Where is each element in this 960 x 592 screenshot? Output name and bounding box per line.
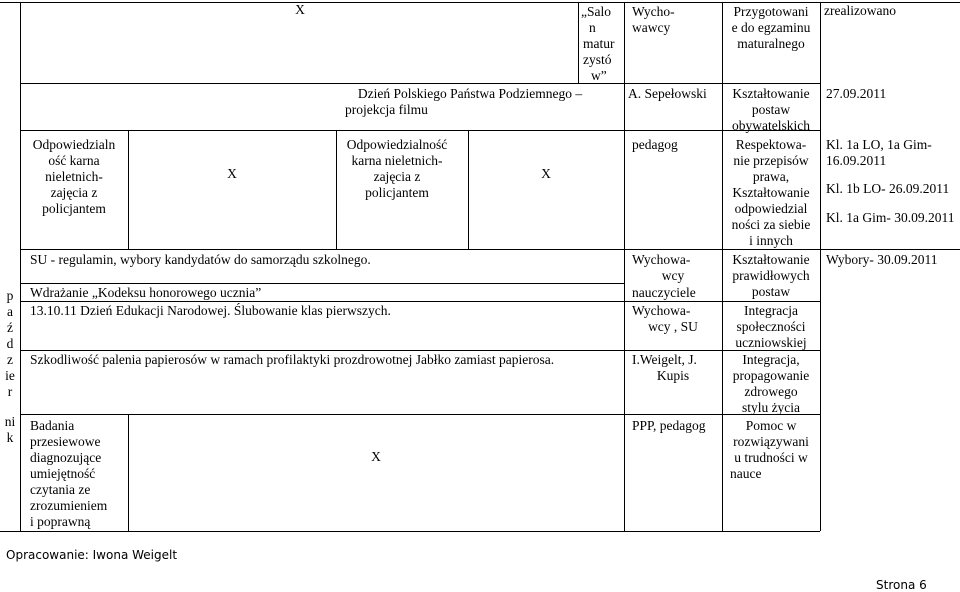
table-line [0, 2, 960, 3]
table-line [20, 350, 820, 351]
cell-text-line: „Salo [581, 4, 611, 19]
cell-text-line: uczniowskiej [735, 335, 807, 350]
cell-text-line: postaw [751, 102, 791, 117]
cell-text-line: obywatelskich [732, 118, 810, 133]
table-line [128, 414, 129, 531]
side-label-letter: a [7, 304, 13, 319]
kodeks-who: nauczyciele [632, 285, 696, 300]
footer-author: Opracowanie: Iwona Weigelt [6, 548, 178, 562]
cell-text-line: Pomoc w [745, 418, 797, 433]
cell-text-line: Odpowiedzialn [32, 137, 116, 152]
cell-text-line: zajęcia z [50, 185, 98, 200]
cell-text-line: matur [583, 36, 615, 51]
cell-text-line: postaw [751, 284, 791, 299]
cell-text-line: Kształtowanie [732, 252, 810, 267]
cell-text-line: wcy [661, 268, 685, 283]
papierosy-event: Szkodliwość palenia papierosów w ramach profilaktyki prozdrowotnej Jabłko zamiast papierosa. [30, 352, 555, 367]
table-line [20, 414, 820, 415]
cell-text-line: Wychowa- [632, 252, 691, 267]
cell-text-line: wawcy [632, 20, 671, 35]
side-label-letter: r [7, 384, 13, 399]
cell-text-line: diagnozujące [30, 450, 102, 465]
cell-text-line: I.Weigelt, J. [632, 352, 697, 367]
table-line [20, 249, 820, 250]
cell-text-line: Integracja, [742, 352, 800, 367]
cell-text-line: zrozumieniem [30, 498, 108, 513]
side-label-letter: z [7, 352, 13, 367]
cell-text-line: umiejętność [30, 466, 96, 481]
odpowiedzialnosc-who: pedagog [632, 137, 678, 152]
cell-text-line: Odpowiedzialność [346, 137, 448, 152]
cell-text-line: nie przepisów [733, 153, 809, 168]
cell-text-line: 16.09.2011 [826, 153, 887, 168]
side-label-letter: d [6, 336, 14, 351]
cell-text-line: w” [591, 68, 607, 83]
cell-text-line: Kl. 1a LO, 1a Gim- [826, 137, 932, 152]
cell-text-line: karna nieletnich- [351, 153, 443, 168]
table-line [820, 249, 960, 250]
table-line [468, 130, 469, 249]
cell-text-line: Przygotowani [733, 4, 809, 19]
side-label-letter: ie [5, 368, 15, 383]
header-x-mark: X [295, 2, 305, 17]
table-line [20, 2, 21, 531]
cell-text-line: przesiewowe [30, 434, 101, 449]
cell-text-line: Kształtowanie [732, 86, 810, 101]
cell-text-line: rozwiązywani [733, 434, 809, 449]
cell-text-line: Respektowa- [735, 137, 807, 152]
badania-who: PPP, pedagog [632, 418, 706, 433]
kodeks-event: Wdrażanie „Kodeksu honorowego ucznia” [30, 285, 262, 300]
cell-text-line: maturalnego [737, 36, 805, 51]
cell-text-line: Integracja [744, 303, 798, 318]
cell-text-line: wcy , SU [648, 319, 698, 334]
cell-text-line: Kl. 1a Gim- 30.09.2011 [826, 210, 955, 225]
table-line [20, 283, 624, 284]
cell-text-line: policjantem [42, 201, 106, 216]
cell-text-line: policjantem [365, 185, 429, 200]
table-line [820, 2, 821, 531]
badania-x-mark: X [371, 449, 381, 464]
table-line [624, 2, 625, 531]
cell-text-line: ności za siebie [731, 217, 811, 232]
cell-text-line: propagowanie [732, 368, 810, 383]
cell-text-line: n [589, 20, 596, 35]
odpowiedzialnosc-x-mark: X [227, 166, 237, 181]
dzien-polskiego-date: 27.09.2011 [826, 86, 887, 101]
cell-text-line: projekcja filmu [345, 102, 428, 117]
cell-text-line: Wychowa- [632, 303, 691, 318]
footer-page-number: Strona 6 [876, 578, 927, 592]
su-date: Wybory- 30.09.2011 [826, 252, 938, 267]
cell-text-line: zdrowego [744, 384, 798, 399]
cell-text-line: u trudności w [734, 450, 808, 465]
cell-text-line: stylu życia [741, 400, 801, 415]
cell-text-line: Badania [30, 418, 75, 433]
table-line [128, 130, 129, 249]
su-event: SU - regulamin, wybory kandydatów do samorządu szkolnego. [30, 252, 371, 267]
cell-text-line: Kupis [656, 368, 690, 383]
side-label-letter: p [6, 288, 14, 303]
side-label-letter: k [6, 430, 14, 445]
cell-text-line: prawa, [752, 169, 790, 184]
cell-text-line: nauce [730, 466, 762, 481]
cell-text-line: ość karna [48, 153, 100, 168]
table-line [578, 2, 579, 83]
cell-text-line: Dzień Polskiego Państwa Podziemnego – [357, 86, 583, 101]
side-label-letter: ź [7, 320, 13, 335]
cell-text-line: Kl. 1b LO- 26.09.2011 [826, 181, 950, 196]
cell-text-line: prawidłowych [732, 268, 810, 283]
cell-text-line: e do egzaminu [731, 20, 811, 35]
cell-text-line: Wycho- [632, 4, 675, 19]
edukacja-event: 13.10.11 Dzień Edukacji Narodowej. Ślubowanie klas pierwszych. [30, 303, 391, 318]
table-line [20, 130, 624, 131]
cell-text-line: zystó [583, 52, 612, 67]
cell-text-line: społeczności [736, 319, 806, 334]
odpowiedzialnosc-x-mark: X [541, 166, 551, 181]
cell-text-line: nieletnich- [45, 169, 103, 184]
cell-text-line: zajęcia z [373, 169, 421, 184]
side-label-letter: ni [4, 414, 16, 429]
cell-text-line: czytania ze [30, 482, 91, 497]
table-line [0, 531, 820, 532]
table-line [20, 83, 820, 84]
dzien-polskiego-who: A. Sepełowski [628, 86, 707, 101]
cell-text-line: i innych [749, 233, 793, 248]
cell-text-line: odpowiedzial [734, 201, 808, 216]
zrealizowano-header: zrealizowano [824, 3, 896, 18]
cell-text-line: i poprawną [30, 514, 91, 529]
cell-text-line: Kształtowanie [732, 185, 810, 200]
